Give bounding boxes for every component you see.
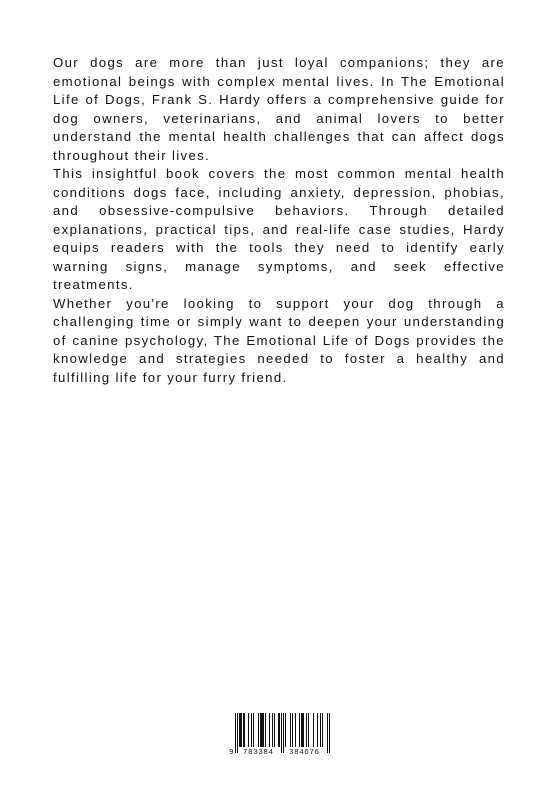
barcode-bar bbox=[317, 713, 318, 747]
barcode-bar bbox=[263, 713, 264, 747]
barcode-bar bbox=[243, 713, 244, 747]
barcode-bar bbox=[248, 713, 249, 747]
barcode-digits bbox=[228, 747, 332, 759]
blurb-paragraph-3: Whether you're looking to support your dog through a challenging time or simply want to deepen your understanding of canine psychology, The Emotional Life of Dogs provides the knowledge and strategies needed to foster a healthy and fulfilling life for your furry friend. bbox=[53, 295, 505, 385]
blurb-paragraph-1: Our dogs are more than just loyal companions; they are emotional beings with complex mental lives. In The Emotional Life of Dogs, Frank S. Hardy offers a comprehensive guide for dog owners, veterinarians, and animal lovers to better understand the mental health challenges that can affect dogs throughout their lives. bbox=[53, 55, 505, 163]
barcode-bar bbox=[260, 713, 261, 747]
barcode-bar bbox=[244, 713, 245, 747]
barcode-bar bbox=[241, 713, 242, 747]
barcode-bar bbox=[299, 713, 300, 747]
barcode-bar bbox=[306, 713, 307, 747]
barcode-bar bbox=[322, 713, 323, 747]
barcode-bar bbox=[239, 713, 240, 747]
barcode-bar bbox=[279, 713, 280, 747]
barcode-bar bbox=[261, 713, 262, 747]
barcode-left-group: 783384 bbox=[243, 749, 274, 757]
barcode-bar bbox=[313, 713, 314, 747]
barcode-bar bbox=[302, 713, 303, 747]
barcode-bar bbox=[265, 713, 266, 747]
blurb-paragraph-2: This insightful book covers the most common mental health conditions dogs face, including anxiety, depression, phobias, and obsessive-compulsive behaviors. Through detailed explanations, practical tips, and real-life case studies, Hardy equips readers with the tools they need to identify early warning signs, manage symptoms, and seek effective treatments. bbox=[53, 166, 505, 292]
barcode-bar bbox=[272, 713, 273, 747]
barcode-bar bbox=[278, 713, 279, 747]
barcode-bar bbox=[240, 713, 241, 747]
barcode-bar bbox=[301, 713, 302, 747]
barcode-bar bbox=[320, 713, 321, 747]
barcode-bar bbox=[285, 713, 286, 747]
barcode-bar bbox=[262, 713, 263, 747]
barcode-bar bbox=[295, 713, 296, 747]
barcode-bar bbox=[303, 713, 304, 747]
barcode-bar bbox=[292, 713, 293, 747]
barcode-bar bbox=[251, 713, 252, 747]
barcode-bar bbox=[253, 713, 254, 747]
back-cover-blurb bbox=[53, 54, 505, 387]
barcode-right-group: 384676 bbox=[289, 749, 320, 757]
isbn-barcode bbox=[228, 713, 332, 759]
barcode-bar bbox=[274, 713, 275, 747]
barcode-bar bbox=[258, 713, 259, 747]
barcode-first-digit: 9 bbox=[229, 749, 234, 757]
barcode-bar bbox=[290, 713, 291, 747]
barcode-bar bbox=[269, 713, 270, 747]
barcode-bar bbox=[308, 713, 309, 747]
